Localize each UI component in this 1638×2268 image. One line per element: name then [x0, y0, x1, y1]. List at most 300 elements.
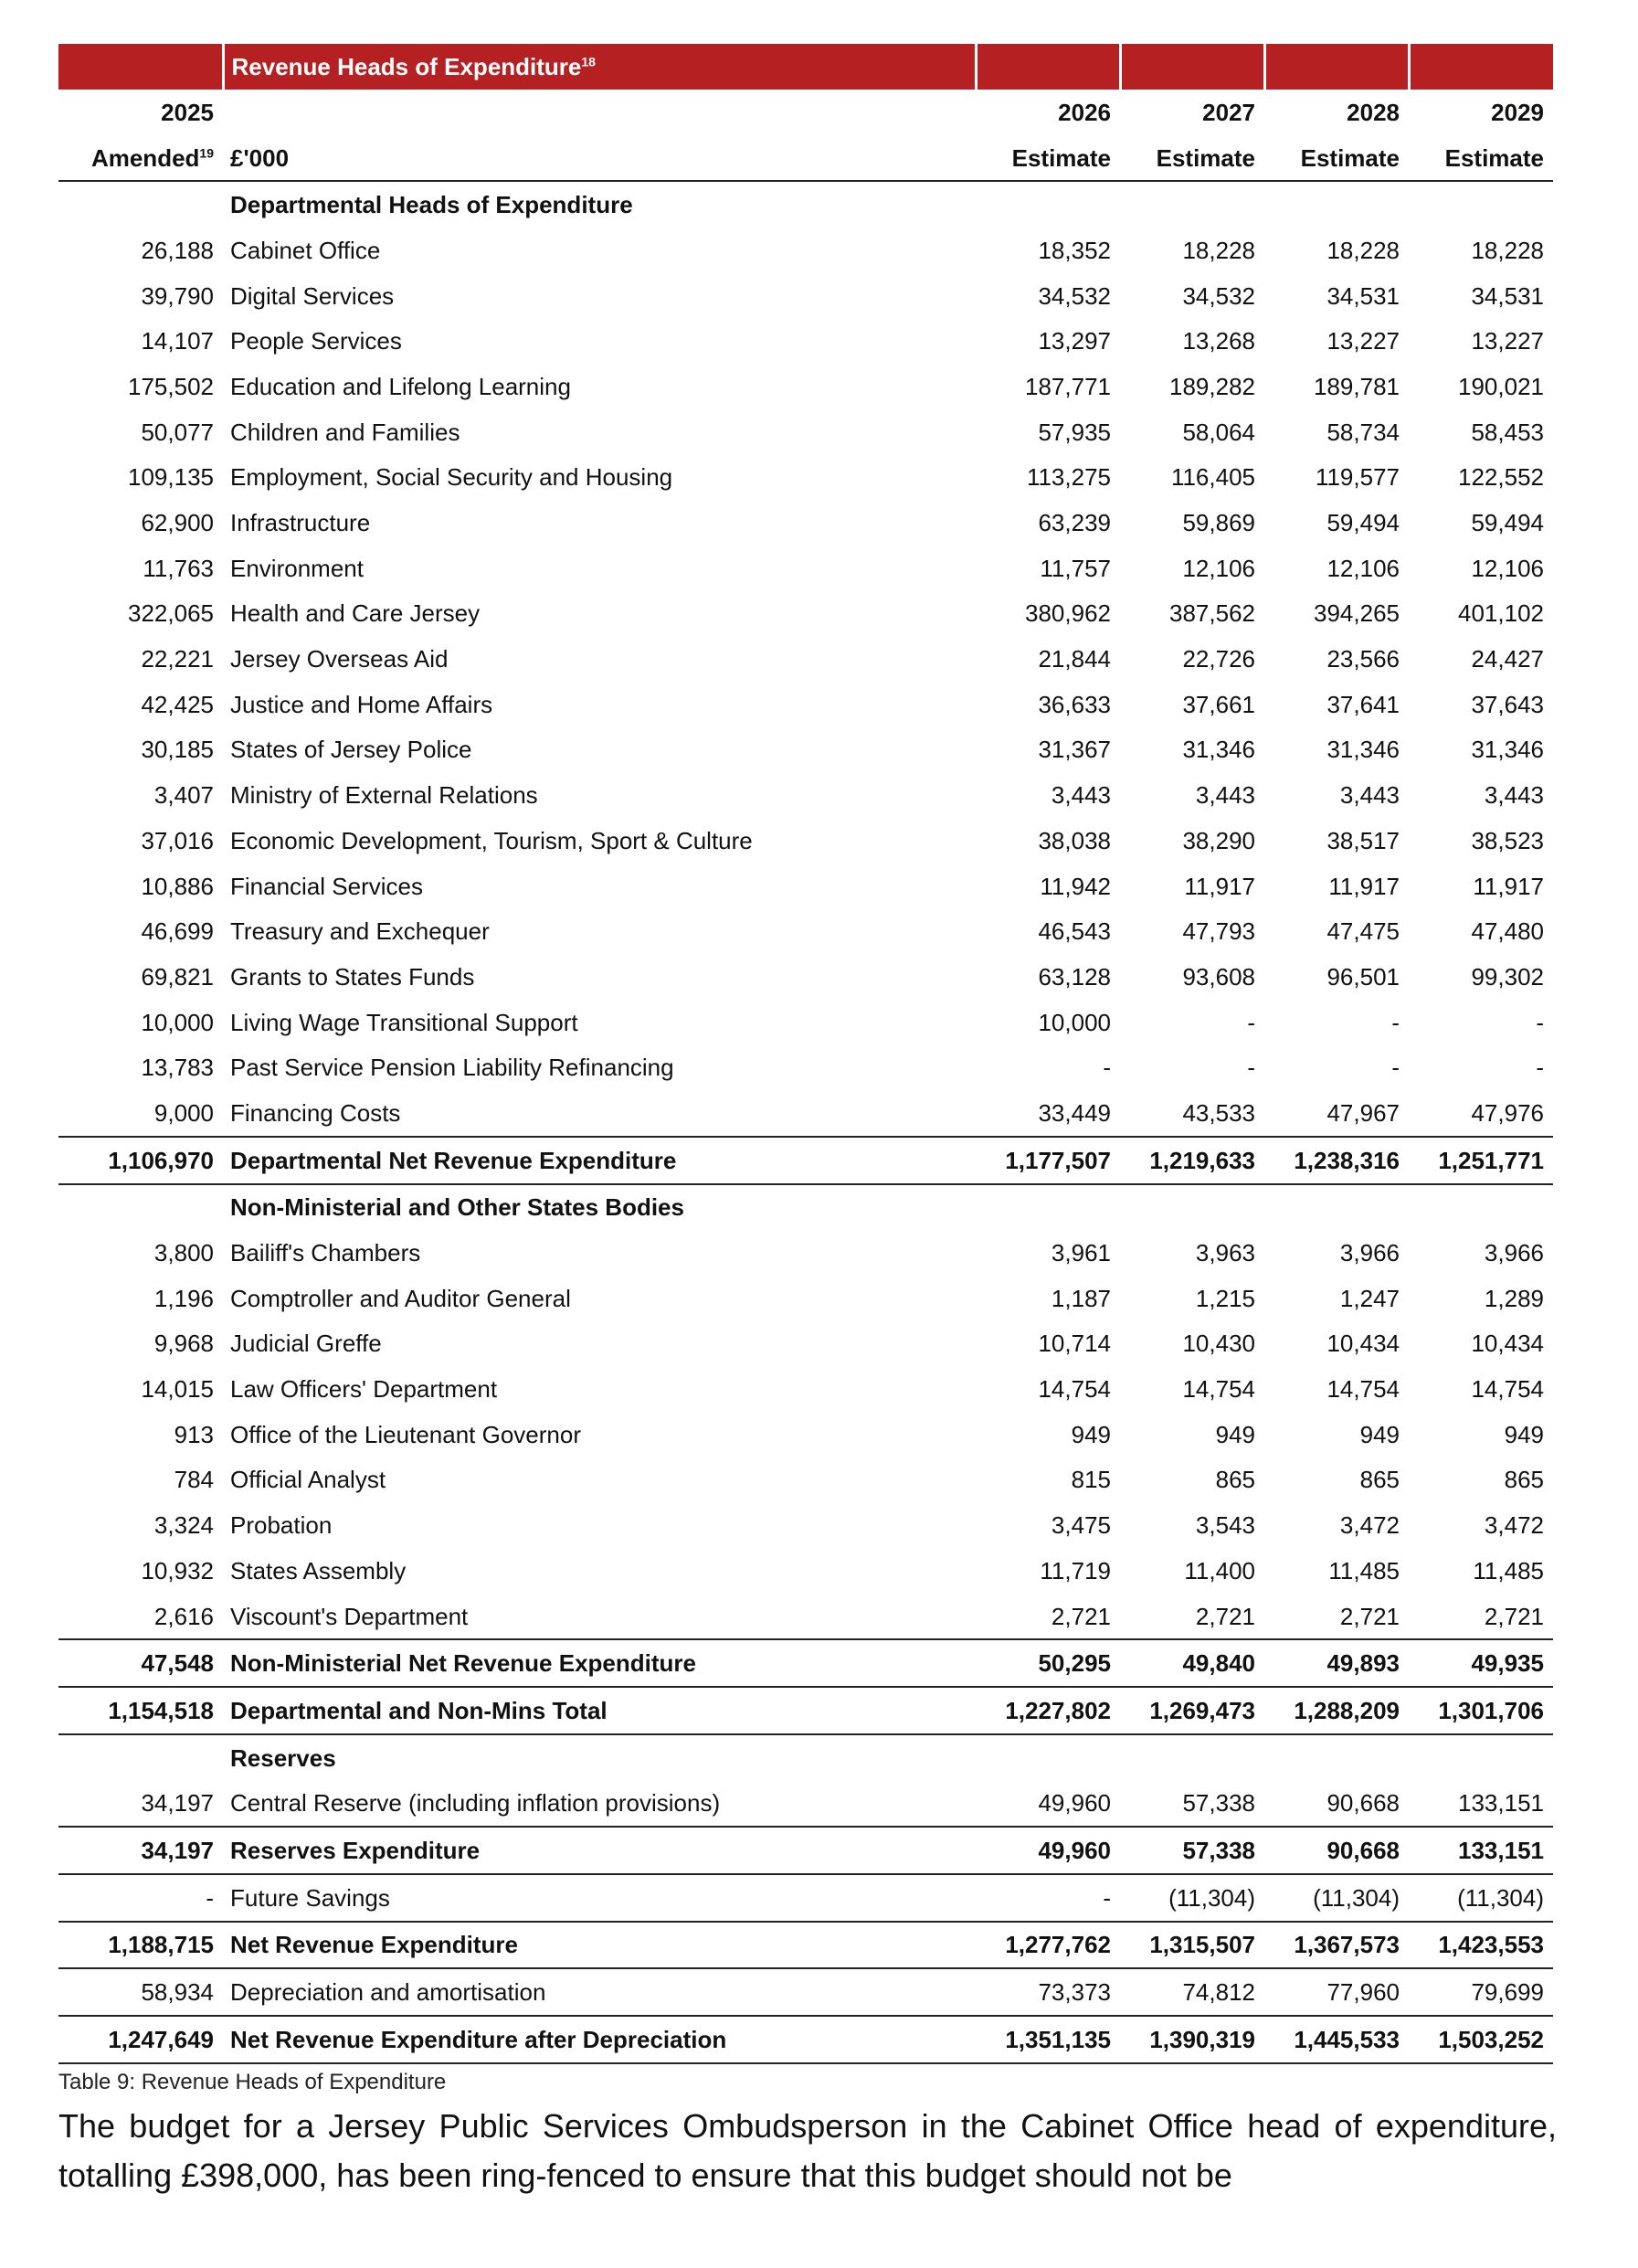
row-value: 189,781 [1314, 372, 1400, 400]
row-value: 37,016 [141, 826, 214, 854]
row-value [58, 1734, 223, 1781]
row-value: 96,501 [1326, 962, 1400, 991]
row-value: 37,661 [1182, 690, 1255, 718]
subtotal-row [58, 1639, 1553, 1687]
row-value: 380,962 [1025, 599, 1111, 628]
row-value: (11,304) [1120, 1874, 1264, 1922]
row-label: Children and Families [230, 418, 460, 446]
row-value: 38,523 [1471, 826, 1544, 854]
row-value: 14,015 [141, 1375, 214, 1404]
table-row [58, 500, 1553, 546]
row-value: 12,106 [1182, 554, 1255, 582]
title-bar-cell [1120, 44, 1264, 90]
row-value: - [1103, 1054, 1111, 1082]
table-row [58, 818, 1553, 864]
row-value: 50,077 [141, 418, 214, 446]
table-row [58, 1548, 1553, 1594]
row-value: 1,247,649 [58, 2016, 223, 2063]
row-value [976, 1184, 1120, 1231]
row-value: 57,935 [1038, 418, 1111, 446]
row-label: Living Wage Transitional Support [230, 1008, 578, 1036]
row-value: 47,548 [58, 1639, 223, 1687]
row-value: 10,430 [1182, 1330, 1255, 1358]
row-value: 11,942 [1040, 872, 1111, 900]
row-label: Law Officers' Department [230, 1375, 498, 1404]
row-value: 189,282 [1169, 372, 1255, 400]
header-amended [58, 135, 223, 182]
row-value: 47,475 [1326, 917, 1400, 946]
row-value [58, 181, 223, 228]
row-value: 2,616 [153, 1602, 214, 1630]
row-value: 12,106 [1326, 554, 1400, 582]
row-value: 1,187 [1051, 1284, 1111, 1312]
row-value: 58,934 [141, 1978, 214, 2007]
row-value: 3,800 [153, 1239, 214, 1267]
row-label: States Assembly [230, 1556, 407, 1584]
row-value: 1,196 [153, 1284, 214, 1312]
row-value: 13,227 [1326, 327, 1400, 355]
table-row [58, 636, 1553, 682]
row-value: 22,726 [1182, 645, 1255, 673]
table-row [58, 954, 1553, 1000]
row-value: 175,502 [128, 372, 214, 400]
row-value: - [1536, 1008, 1544, 1036]
row-value: 9,968 [153, 1330, 214, 1358]
row-value: 34,197 [58, 1827, 223, 1874]
row-value: 1,301,706 [1409, 1687, 1553, 1734]
row-value: 50,295 [976, 1639, 1120, 1687]
row-label: Digital Services [230, 281, 395, 310]
table-row [58, 772, 1553, 818]
header-year-2029: 2029 [1491, 98, 1544, 126]
row-value: 58,453 [1471, 418, 1544, 446]
title-footnote-ref: 18 [581, 54, 596, 69]
row-value: 11,485 [1473, 1556, 1544, 1584]
row-value: 31,346 [1182, 736, 1255, 764]
row-value: 10,886 [141, 872, 214, 900]
table-row [58, 1780, 1553, 1827]
row-value: 49,893 [1264, 1639, 1409, 1687]
subheader-row [58, 135, 1553, 182]
row-value: 38,038 [1038, 826, 1111, 854]
row-label: Future Savings [223, 1874, 976, 1922]
table-row [58, 409, 1553, 455]
header-estimate: Estimate [1120, 135, 1264, 182]
row-value: (11,304) [1409, 1874, 1553, 1922]
row-value: 31,346 [1471, 736, 1544, 764]
table-row [58, 1874, 1553, 1922]
header-year-2028: 2028 [1347, 98, 1400, 126]
row-value: 37,641 [1326, 690, 1400, 718]
row-value: 3,472 [1484, 1511, 1544, 1540]
section-heading-row [58, 1734, 1553, 1781]
header-blank [223, 90, 976, 135]
row-value: 1,247 [1339, 1284, 1400, 1312]
table-row [58, 1968, 1553, 2016]
row-value: 57,338 [1120, 1827, 1264, 1874]
row-value: 815 [1071, 1466, 1111, 1494]
row-value [1409, 1184, 1553, 1231]
row-value: 34,531 [1471, 281, 1544, 310]
row-label: Ministry of External Relations [230, 781, 538, 810]
row-value: 34,531 [1326, 281, 1400, 310]
row-value: 784 [174, 1466, 214, 1494]
row-value [1409, 1734, 1553, 1781]
row-label: Past Service Pension Liability Refinancing [230, 1054, 674, 1082]
row-value: 865 [1504, 1466, 1544, 1494]
row-value: 30,185 [141, 736, 214, 764]
year-header-row [58, 90, 1553, 135]
row-value: 2,721 [1195, 1602, 1255, 1630]
table-row [58, 1000, 1553, 1045]
row-value: 3,443 [1051, 781, 1111, 810]
row-value: 3,472 [1339, 1511, 1400, 1540]
row-value: 73,373 [1038, 1978, 1111, 2007]
table-title [223, 44, 976, 90]
row-value: 11,763 [143, 554, 214, 582]
row-label: Depreciation and amortisation [230, 1978, 546, 2007]
row-value: 90,668 [1264, 1827, 1409, 1874]
title-bar-cell [1409, 44, 1553, 90]
row-value: 1,315,507 [1120, 1922, 1264, 1969]
row-value: 49,960 [976, 1827, 1120, 1874]
table-row [58, 727, 1553, 773]
row-value: 949 [1071, 1420, 1111, 1448]
row-value: 1,445,533 [1264, 2016, 1409, 2063]
row-value: 113,275 [1026, 463, 1111, 492]
title-bar-blank [58, 44, 223, 90]
row-value: 38,290 [1182, 826, 1255, 854]
row-value: 322,065 [128, 599, 214, 628]
table-title-text: Revenue Heads of Expenditure [231, 53, 582, 80]
row-value: - [58, 1874, 223, 1922]
row-label: Net Revenue Expenditure [223, 1922, 976, 1969]
row-label: Comptroller and Auditor General [230, 1284, 571, 1312]
row-label: Cabinet Office [230, 236, 381, 264]
row-value: 49,935 [1409, 1639, 1553, 1687]
row-label: Reserves [230, 1743, 336, 1772]
row-value: 39,790 [141, 281, 214, 310]
row-value: 18,352 [1038, 236, 1111, 264]
row-value: 187,771 [1025, 372, 1111, 400]
row-value: 14,754 [1471, 1375, 1544, 1404]
header-year-2027: 2027 [1202, 98, 1255, 126]
row-value: 49,840 [1120, 1639, 1264, 1687]
row-value: 865 [1359, 1466, 1400, 1494]
row-value [1264, 181, 1409, 228]
table-row [58, 908, 1553, 954]
row-label: Judicial Greffe [230, 1330, 382, 1358]
header-amended-text: Amended [90, 143, 200, 172]
row-value: 31,346 [1326, 736, 1400, 764]
row-value: 3,475 [1051, 1511, 1111, 1540]
table-row [58, 1457, 1553, 1503]
row-value: 109,135 [128, 463, 214, 492]
table-row [58, 1594, 1553, 1640]
row-value: 59,494 [1326, 509, 1400, 537]
row-value: 3,324 [153, 1511, 214, 1540]
row-value: 18,228 [1182, 236, 1255, 264]
row-value: 38,517 [1326, 826, 1400, 854]
row-value: 33,449 [1038, 1098, 1111, 1127]
row-value: 11,757 [1040, 554, 1111, 582]
row-value: 18,228 [1326, 236, 1400, 264]
table-row [58, 591, 1553, 637]
row-value: 34,197 [141, 1789, 214, 1818]
row-value: 10,714 [1038, 1330, 1111, 1358]
subtotal-row [58, 2016, 1553, 2063]
table-row [58, 318, 1553, 364]
row-value: - [1391, 1008, 1400, 1036]
row-value: 13,227 [1471, 327, 1544, 355]
row-value: 1,277,762 [976, 1922, 1120, 1969]
row-value: 1,289 [1484, 1284, 1544, 1312]
header-units: £'000 [223, 135, 976, 182]
row-value: 387,562 [1169, 599, 1255, 628]
row-value: 47,793 [1182, 917, 1255, 946]
row-value: 63,128 [1038, 962, 1111, 991]
section-heading-row [58, 181, 1553, 228]
row-value: 46,543 [1038, 917, 1111, 946]
row-value: 3,963 [1195, 1239, 1255, 1267]
title-bar-cell [1264, 44, 1409, 90]
row-label: Probation [230, 1511, 333, 1540]
subtotal-row [58, 1827, 1553, 1874]
row-value [976, 181, 1120, 228]
row-value: 10,434 [1326, 1330, 1400, 1358]
row-value: 3,443 [1195, 781, 1255, 810]
row-label: Financial Services [230, 872, 423, 900]
row-value: 11,719 [1040, 1556, 1111, 1584]
table-row [58, 1044, 1553, 1090]
row-value: - [1391, 1054, 1400, 1082]
row-value: 1,219,633 [1120, 1137, 1264, 1184]
row-value: 12,106 [1471, 554, 1544, 582]
row-value: 2,721 [1051, 1602, 1111, 1630]
row-value: 10,000 [1038, 1008, 1111, 1036]
row-value: 3,966 [1339, 1239, 1400, 1267]
row-value: 49,960 [1038, 1789, 1111, 1818]
row-value: 11,917 [1473, 872, 1544, 900]
table-caption: Table 9: Revenue Heads of Expenditure [58, 2069, 447, 2094]
row-value: 24,427 [1471, 645, 1544, 673]
row-label: Financing Costs [230, 1098, 401, 1127]
row-value: 1,238,316 [1264, 1137, 1409, 1184]
row-value: - [1247, 1008, 1255, 1036]
row-value [58, 1184, 223, 1231]
row-value: 122,552 [1458, 463, 1544, 492]
row-value: 18,228 [1471, 236, 1544, 264]
row-value: 116,405 [1170, 463, 1255, 492]
table-row [58, 1366, 1553, 1412]
row-value: 9,000 [153, 1098, 214, 1127]
row-value: 1,351,135 [976, 2016, 1120, 2063]
row-value: 3,443 [1339, 781, 1400, 810]
document-page [58, 44, 1553, 2095]
row-label: Official Analyst [230, 1466, 386, 1494]
header-year-2026: 2026 [1058, 98, 1111, 126]
row-value: 34,532 [1038, 281, 1111, 310]
row-value: 13,783 [141, 1054, 214, 1082]
row-label: Central Reserve (including inflation provisions) [230, 1789, 721, 1818]
row-value: 14,754 [1182, 1375, 1255, 1404]
row-value: 14,754 [1038, 1375, 1111, 1404]
row-value: 13,297 [1038, 327, 1111, 355]
row-value: 14,107 [141, 327, 214, 355]
row-label: Departmental Net Revenue Expenditure [223, 1137, 976, 1184]
header-estimate: Estimate [976, 135, 1120, 182]
row-value: 11,917 [1328, 872, 1400, 900]
row-value: 59,869 [1182, 509, 1255, 537]
row-label: Education and Lifelong Learning [230, 372, 571, 400]
row-value: 1,251,771 [1409, 1137, 1553, 1184]
row-value: 394,265 [1314, 599, 1400, 628]
amended-footnote-ref: 19 [199, 144, 214, 160]
row-value [1120, 1184, 1264, 1231]
row-value: 1,154,518 [58, 1687, 223, 1734]
row-value: 42,425 [141, 690, 214, 718]
row-value: 93,608 [1182, 962, 1255, 991]
row-value: 11,485 [1328, 1556, 1400, 1584]
row-value: 74,812 [1182, 1978, 1255, 2007]
row-value: - [1247, 1054, 1255, 1082]
subtotal-row [58, 1687, 1553, 1734]
table-body [58, 44, 1553, 2063]
row-value [1264, 1734, 1409, 1781]
row-value: 10,434 [1471, 1330, 1544, 1358]
section-heading-row [58, 1184, 1553, 1231]
row-value: (11,304) [1264, 1874, 1409, 1922]
row-label: Treasury and Exchequer [230, 917, 490, 946]
row-label: Bailiff's Chambers [230, 1239, 421, 1267]
row-label: Health and Care Jersey [230, 599, 481, 628]
row-value: 21,844 [1038, 645, 1111, 673]
row-value: 36,633 [1038, 690, 1111, 718]
row-label: Departmental Heads of Expenditure [230, 191, 633, 219]
row-value: 10,000 [141, 1008, 214, 1036]
row-label: Environment [230, 554, 364, 582]
row-value: 79,699 [1471, 1978, 1544, 2007]
row-value: 46,699 [141, 917, 214, 946]
row-value [1120, 1734, 1264, 1781]
table-row [58, 1090, 1553, 1137]
row-label: Departmental and Non-Mins Total [223, 1687, 976, 1734]
table-row [58, 455, 1553, 501]
row-value: 865 [1215, 1466, 1255, 1494]
row-value: 3,966 [1484, 1239, 1544, 1267]
row-value: 1,423,553 [1409, 1922, 1553, 1969]
row-value: 1,390,319 [1120, 2016, 1264, 2063]
row-label: Justice and Home Affairs [230, 690, 493, 718]
table-row [58, 1321, 1553, 1367]
row-value: 119,577 [1315, 463, 1400, 492]
table-row [58, 228, 1553, 273]
row-value: 77,960 [1326, 1978, 1400, 2007]
table-row [58, 864, 1553, 909]
row-label: Grants to States Funds [230, 962, 475, 991]
table-row [58, 1230, 1553, 1276]
row-value: 31,367 [1038, 736, 1111, 764]
row-value: 99,302 [1471, 962, 1544, 991]
row-value: 2,721 [1339, 1602, 1400, 1630]
row-value: 59,494 [1471, 509, 1544, 537]
row-value: 58,064 [1182, 418, 1255, 446]
row-value: 58,734 [1326, 418, 1400, 446]
row-label: Non-Ministerial Net Revenue Expenditure [223, 1639, 976, 1687]
row-value: - [976, 1874, 1120, 1922]
row-value: 47,480 [1471, 917, 1544, 946]
row-label: Non-Ministerial and Other States Bodies [230, 1193, 684, 1222]
row-value: 401,102 [1458, 599, 1544, 628]
row-label: Employment, Social Security and Housing [230, 463, 673, 492]
row-label: Reserves Expenditure [223, 1827, 976, 1874]
row-value: 913 [174, 1420, 214, 1448]
row-value: 3,961 [1051, 1239, 1111, 1267]
table-title-bar [58, 44, 1553, 90]
row-value: 62,900 [141, 509, 214, 537]
row-value [1409, 181, 1553, 228]
row-value: 69,821 [141, 962, 214, 991]
row-value: 26,188 [141, 236, 214, 264]
row-value: 47,967 [1326, 1098, 1400, 1127]
row-label: Jersey Overseas Aid [230, 645, 449, 673]
row-value: 949 [1215, 1420, 1255, 1448]
row-value: 23,566 [1326, 645, 1400, 673]
row-value: 43,533 [1182, 1098, 1255, 1127]
header-estimate: Estimate [1264, 135, 1409, 182]
title-bar-cell [976, 44, 1120, 90]
row-value: 3,543 [1195, 1511, 1255, 1540]
table-row [58, 273, 1553, 319]
subtotal-row [58, 1137, 1553, 1184]
row-value: 57,338 [1182, 1789, 1255, 1818]
row-label: States of Jersey Police [230, 736, 472, 764]
table-row [58, 1276, 1553, 1321]
row-value: 63,239 [1038, 509, 1111, 537]
row-value [1264, 1184, 1409, 1231]
row-value: 1,288,209 [1264, 1687, 1409, 1734]
row-value: 14,754 [1326, 1375, 1400, 1404]
row-value: - [1536, 1054, 1544, 1082]
table-row [58, 1502, 1553, 1548]
row-label: People Services [230, 327, 402, 355]
row-value: 37,643 [1471, 690, 1544, 718]
revenue-heads-table [58, 44, 1553, 2064]
body-paragraph: The budget for a Jersey Public Services Ombudsperson in the Cabinet Office head of expenditure, totalling £398,000, has been ring-fenced to ensure that this budget should not be [58, 2107, 1557, 2194]
row-label: Economic Development, Tourism, Sport & Culture [230, 826, 753, 854]
row-value: 133,151 [1458, 1789, 1544, 1818]
row-value: 47,976 [1471, 1098, 1544, 1127]
row-value: 1,269,473 [1120, 1687, 1264, 1734]
row-value: 11,400 [1184, 1556, 1255, 1584]
row-value: 1,106,970 [58, 1137, 223, 1184]
row-value: 1,188,715 [58, 1922, 223, 1969]
table-row [58, 546, 1553, 591]
header-estimate: Estimate [1409, 135, 1553, 182]
row-value: 949 [1504, 1420, 1544, 1448]
row-value: 1,503,252 [1409, 2016, 1553, 2063]
table-row [58, 364, 1553, 409]
row-label: Office of the Lieutenant Governor [230, 1420, 581, 1448]
row-value [1120, 181, 1264, 228]
row-value: 1,227,802 [976, 1687, 1120, 1734]
row-value: 10,932 [141, 1556, 214, 1584]
row-value: 34,532 [1182, 281, 1255, 310]
row-value: 190,021 [1458, 372, 1544, 400]
row-value: 1,367,573 [1264, 1922, 1409, 1969]
subtotal-row [58, 1922, 1553, 1969]
row-label: Viscount's Department [230, 1602, 469, 1630]
